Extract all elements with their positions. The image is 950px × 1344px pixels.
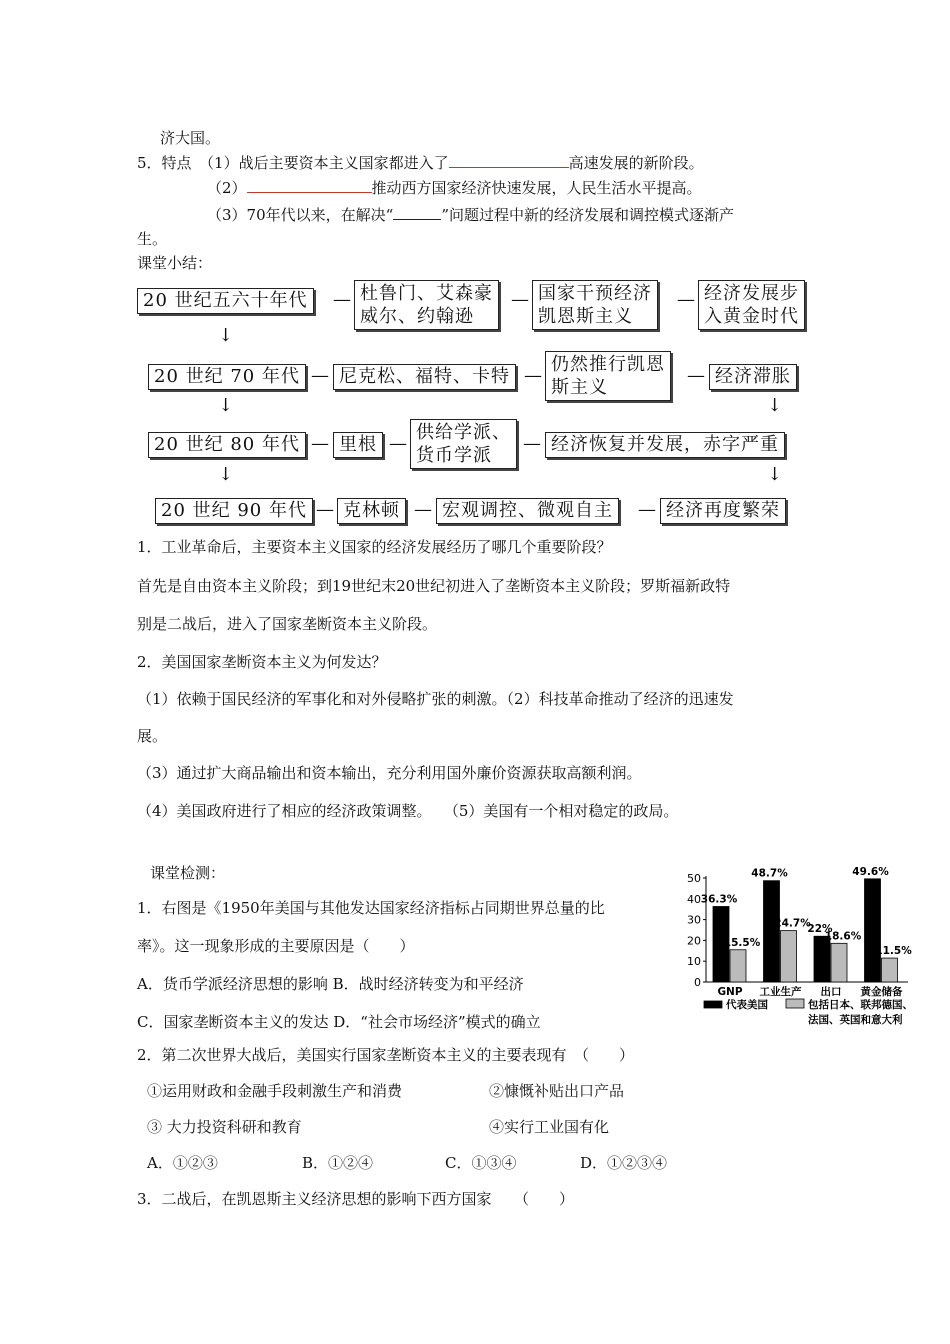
period-box-1970s: 20 世纪 70 年代 xyxy=(148,364,306,390)
policy-box-1990s: 宏观调控、微观自主 xyxy=(436,498,619,524)
legend-label: 法国、英国和意大利 xyxy=(808,1014,903,1026)
x-tick-label: GNP xyxy=(717,986,743,998)
question-2: 2．美国国家垄断资本主义为何发达？ xyxy=(137,653,387,671)
connector-dash: — xyxy=(687,365,705,386)
box-line: 供给学派、 xyxy=(416,422,511,443)
option-4: ④实行工业国有化 xyxy=(489,1118,610,1136)
bar xyxy=(781,931,797,982)
y-tick-label: 30 xyxy=(687,913,701,927)
policy-box-1980s xyxy=(410,419,517,469)
answer-1-line: 别是二战后，进入了国家垄断资本主义阶段。 xyxy=(137,615,438,633)
bar xyxy=(882,958,898,982)
test-heading: 课堂检测： xyxy=(150,864,226,882)
y-tick-label: 20 xyxy=(687,934,701,948)
data-label: 24.7% xyxy=(774,917,811,930)
connector-dash: — xyxy=(523,433,541,454)
bar xyxy=(865,879,881,982)
legend-swatch xyxy=(786,999,804,1008)
option-3: ③ 大力投资科研和教育 xyxy=(147,1118,302,1136)
y-tick-label: 0 xyxy=(694,976,701,989)
text-line: 生。 xyxy=(137,230,168,248)
bar xyxy=(764,881,780,982)
result-box-1980s: 经济恢复并发展，赤字严重 xyxy=(545,432,785,458)
down-arrow-icon: ↓ xyxy=(218,464,234,485)
legend-label: 包括日本、联邦德国、 xyxy=(808,999,913,1011)
choice-c: C．①③④ xyxy=(445,1154,517,1172)
result-box-1970s: 经济滞胀 xyxy=(709,364,797,390)
y-tick-label: 40 xyxy=(687,892,701,906)
feature-line-3 xyxy=(207,205,734,225)
period-box-1990s: 20 世纪 90 年代 xyxy=(155,498,313,524)
choice-b: B．①②④ xyxy=(302,1154,374,1172)
connector-dash: — xyxy=(311,365,329,386)
box-line: 凯恩斯主义 xyxy=(538,306,633,327)
box-line: 入黄金时代 xyxy=(704,306,799,327)
choice-line: A．货币学派经济思想的影响 B．战时经济转变为和平经济 xyxy=(137,975,524,993)
choice-d: D．①②③④ xyxy=(580,1154,668,1172)
x-tick-label: 工业生产 xyxy=(759,986,802,998)
down-arrow-icon: ↓ xyxy=(218,325,234,346)
question-1: 1．工业革命后，主要资本主义国家的经济发展经历了哪几个重要阶段？ xyxy=(137,538,612,556)
policy-box-1950s xyxy=(532,280,658,330)
result-box-1990s: 经济再度繁荣 xyxy=(660,498,786,524)
x-tick-label: 出口 xyxy=(820,986,842,998)
data-label: 11.5% xyxy=(875,945,912,958)
bar xyxy=(730,950,746,982)
legend-label: 代表美国 xyxy=(726,999,768,1011)
economic-indicators-bar-chart xyxy=(676,858,916,1038)
period-box-1950s: 20 世纪五六十年代 xyxy=(137,288,314,314)
presidents-box-1990s: 克林顿 xyxy=(337,498,406,524)
connector-dash: — xyxy=(677,289,695,310)
data-label: 48.7% xyxy=(751,867,788,880)
box-line: 斯主义 xyxy=(551,377,608,398)
fill-blank[interactable] xyxy=(449,153,569,168)
box-line: 国家干预经济 xyxy=(538,283,652,304)
connector-dash: — xyxy=(524,365,542,386)
text-segment: 推动西方国家经济快速发展，人民生活水平提高。 xyxy=(371,179,702,197)
feature-line-2 xyxy=(207,178,702,198)
text-segment: 高速发展的新阶段。 xyxy=(568,154,704,172)
test-question-3: 3．二战后，在凯恩斯主义经济思想的影响下西方国家 （ ） xyxy=(137,1190,575,1208)
connector-dash: — xyxy=(638,499,656,520)
presidents-box-1970s: 尼克松、福特、卡特 xyxy=(333,364,516,390)
text-line: 济大国。 xyxy=(160,129,221,147)
data-label: 49.6% xyxy=(852,865,889,878)
fill-blank[interactable] xyxy=(247,178,372,193)
down-arrow-icon: ↓ xyxy=(218,395,234,416)
bar xyxy=(831,943,847,982)
text-segment: （2） xyxy=(207,179,247,197)
option-1: ①运用财政和金融手段刺激生产和消费 xyxy=(147,1082,403,1100)
fill-blank[interactable] xyxy=(393,205,441,220)
box-line: 仍然推行凯恩 xyxy=(551,354,665,375)
data-label: 15.5% xyxy=(723,936,761,949)
box-line: 威尔、约翰逊 xyxy=(360,306,474,327)
period-box-1980s: 20 世纪 80 年代 xyxy=(148,432,306,458)
x-tick-label: 黄金储备 xyxy=(860,986,903,998)
connector-dash: — xyxy=(316,499,334,520)
presidents-box-1950s xyxy=(354,280,499,330)
option-2: ②慷慨补贴出口产品 xyxy=(489,1082,625,1100)
presidents-box-1980s: 里根 xyxy=(333,432,383,458)
down-arrow-icon: ↓ xyxy=(767,395,783,416)
down-arrow-icon: ↓ xyxy=(767,464,783,485)
text-segment: （3）70年代以来，在解决“ xyxy=(207,206,394,224)
text-segment: ”问题过程中新的经济发展和调控模式逐渐产 xyxy=(441,206,734,224)
result-box-1950s xyxy=(698,280,805,330)
y-tick-label: 10 xyxy=(687,955,701,969)
answer-2-line: （1）依赖于国民经济的军事化和对外侵略扩张的刺激。（2）科技革命推动了经济的迅速发 xyxy=(137,690,734,708)
box-line: 经济发展步 xyxy=(704,283,799,304)
answer-2-line: 展。 xyxy=(137,727,168,745)
connector-dash: — xyxy=(414,499,432,520)
answer-2-line: （4）美国政府进行了相应的经济政策调整。 （5）美国有一个相对稳定的政局。 xyxy=(137,802,679,820)
connector-dash: — xyxy=(389,433,407,454)
y-tick-label: 50 xyxy=(687,872,701,885)
test-question-1: 1．右图是《1950年美国与其他发达国家经济指标占同期世界总量的比 xyxy=(137,899,605,917)
connector-dash: — xyxy=(333,289,351,310)
connector-dash: — xyxy=(311,433,329,454)
legend-swatch xyxy=(704,1001,722,1008)
data-label: 36.3% xyxy=(700,893,738,906)
answer-2-line: （3）通过扩大商品输出和资本输出，充分利用国外廉价资源获取高额利润。 xyxy=(137,764,642,782)
answer-1-line: 首先是自由资本主义阶段；到19世纪末20世纪初进入了垄断资本主义阶段；罗斯福新政特 xyxy=(137,577,731,595)
box-line: 货币学派 xyxy=(416,445,492,466)
policy-box-1970s xyxy=(545,351,671,401)
test-question-2: 2．第二次世界大战后，美国实行国家垄断资本主义的主要表现有 （ ） xyxy=(137,1046,635,1064)
data-label: 18.6% xyxy=(824,930,862,943)
test-question-1-cont: 率》。这一现象形成的主要原因是（ ） xyxy=(137,937,415,955)
feature-line-1 xyxy=(137,153,704,173)
data-label: 22% xyxy=(807,923,833,936)
box-line: 杜鲁门、艾森豪 xyxy=(360,283,493,304)
bar xyxy=(814,936,830,982)
choice-a: A．①②③ xyxy=(147,1154,218,1172)
text-segment: 5．特点 （1）战后主要资本主义国家都进入了 xyxy=(137,154,449,172)
summary-heading: 课堂小结： xyxy=(137,254,213,272)
choice-line: C．国家垄断资本主义的发达 D．“社会市场经济”模式的确立 xyxy=(137,1013,541,1031)
connector-dash: — xyxy=(511,289,529,310)
